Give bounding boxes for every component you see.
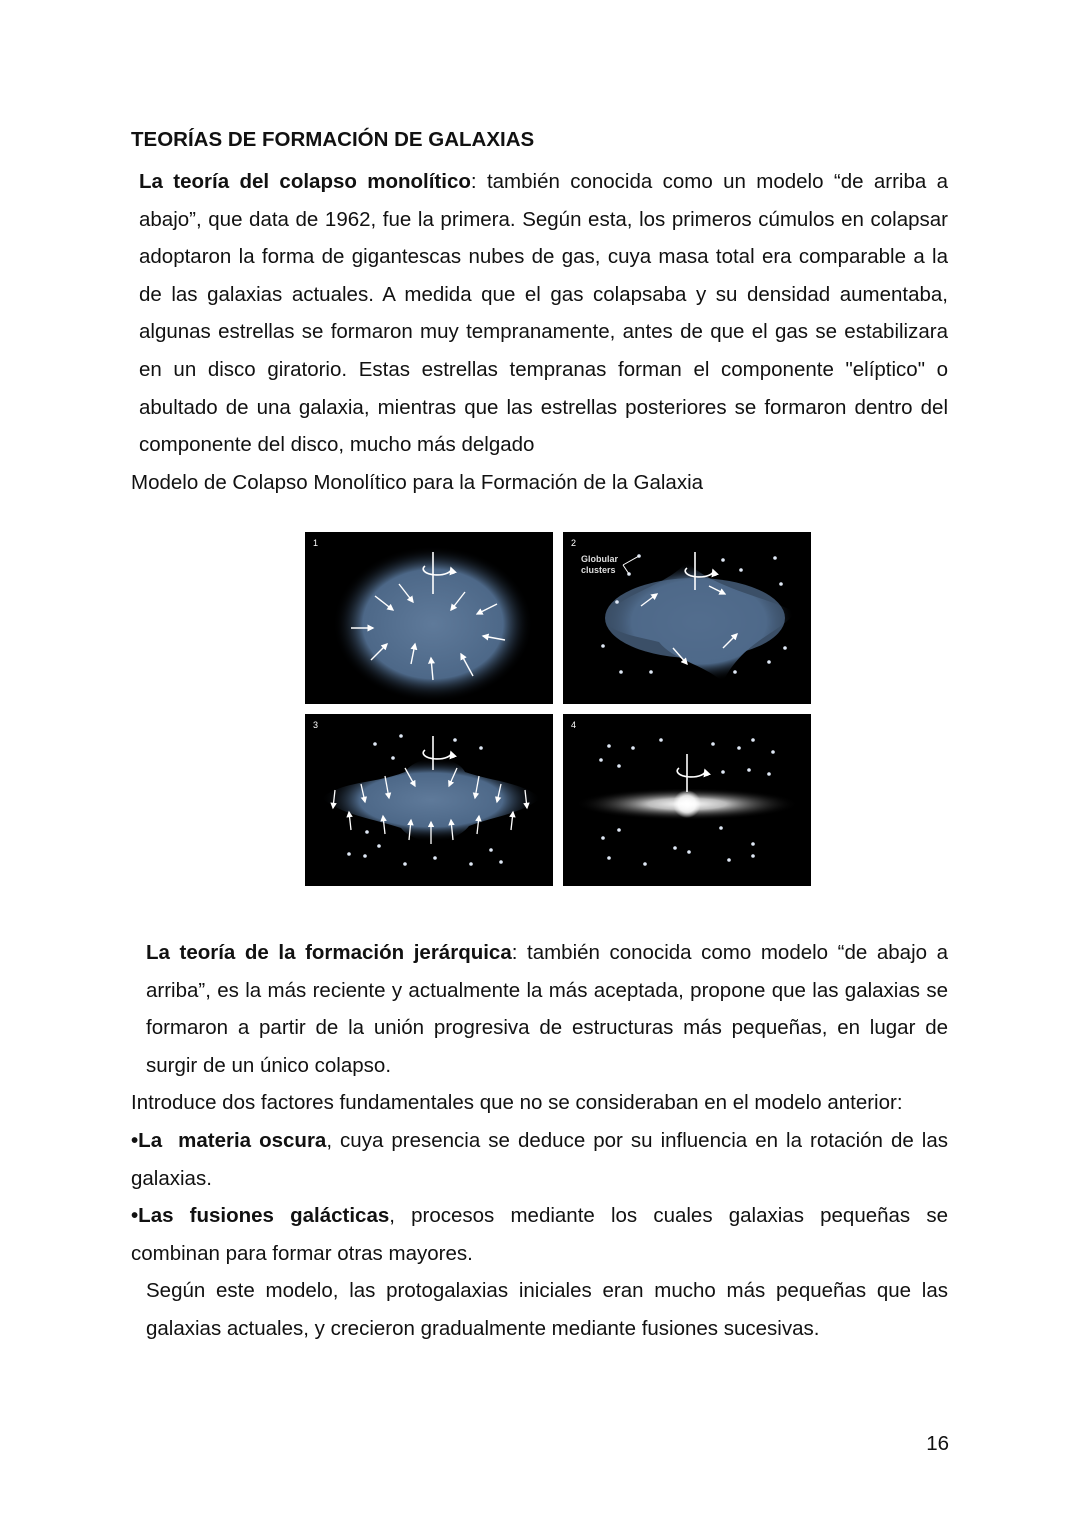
hierarchical-paragraph	[131, 934, 948, 1084]
monolithic-section	[131, 163, 948, 501]
factor-dark-matter-term: •La materia oscura	[131, 1128, 327, 1152]
factors-intro: Introduce dos factores fundamentales que no se consideraban en el modelo anterior:	[131, 1091, 903, 1115]
factor-dark-matter-body: , cuya presencia se deduce por su influencia en la rotación de las galaxias.	[131, 1128, 948, 1190]
figure-panel-1	[305, 532, 553, 704]
factor-dark-matter	[131, 1122, 948, 1197]
figure-caption: Modelo de Colapso Monolítico para la Formación de la Galaxia	[131, 470, 704, 494]
globular-label-line2: clusters	[581, 565, 616, 575]
figure-panel-2	[563, 532, 811, 704]
monolithic-collapse-figure	[305, 532, 811, 886]
panel-number: 3	[313, 720, 319, 730]
panel-number: 2	[571, 538, 577, 548]
monolithic-paragraph	[131, 163, 948, 464]
factor-galactic-mergers-term: •Las fusiones galácticas	[131, 1204, 390, 1228]
page-number: 16	[926, 1432, 949, 1455]
factor-galactic-mergers-body: , procesos mediante los cuales galaxias pequeñas se combinan para formar otras mayores.	[131, 1204, 948, 1265]
figure-panel-4	[563, 714, 811, 886]
factor-galactic-mergers	[131, 1197, 948, 1272]
galactic-bulge	[673, 790, 701, 818]
panel-number: 4	[571, 720, 577, 730]
monolithic-body: : también conocida como un modelo “de arriba a abajo”, que data de 1962, fue la primera. Según esta, los primeros cúmulos en colapsar adoptaron la forma de gigantescas nubes de gas, cuya masa total era comparable a la de las galaxias actuales. A medida que el gas colapsaba y su densidad aumentaba, algunas estrellas se formaron muy tempranamente, antes de que el gas se estabilizara en un disco giratorio. Estas estrellas tempranas forman el componente "elíptico" o abultado de una galaxia, mientras que las estrellas posteriores se formaron dentro del componente del disco, mucho más delgado	[139, 170, 949, 457]
hierarchical-section	[131, 934, 948, 1348]
section-heading: TEORÍAS DE FORMACIÓN DE GALAXIAS	[131, 128, 535, 151]
conclusion-paragraph: Según este modelo, las protogalaxias iniciales eran mucho más pequeñas que las galaxias actuales, y crecieron gradualmente mediante fusiones sucesivas.	[146, 1279, 948, 1340]
hierarchical-term: La teoría de la formación jerárquica	[146, 941, 512, 964]
hierarchical-body: : también conocida como modelo “de abajo a arriba”, es la más reciente y actualmente la más aceptada, propone que las galaxias se formaron a partir de la unión progresiva de estructuras más pequeñas, en lugar de surgir de un único colapso.	[146, 941, 948, 1077]
monolithic-term: La teoría del colapso monolítico	[139, 170, 471, 193]
panel-number: 1	[313, 538, 319, 548]
figure-panel-3	[305, 714, 553, 886]
globular-label-line1: Globular	[581, 554, 619, 564]
